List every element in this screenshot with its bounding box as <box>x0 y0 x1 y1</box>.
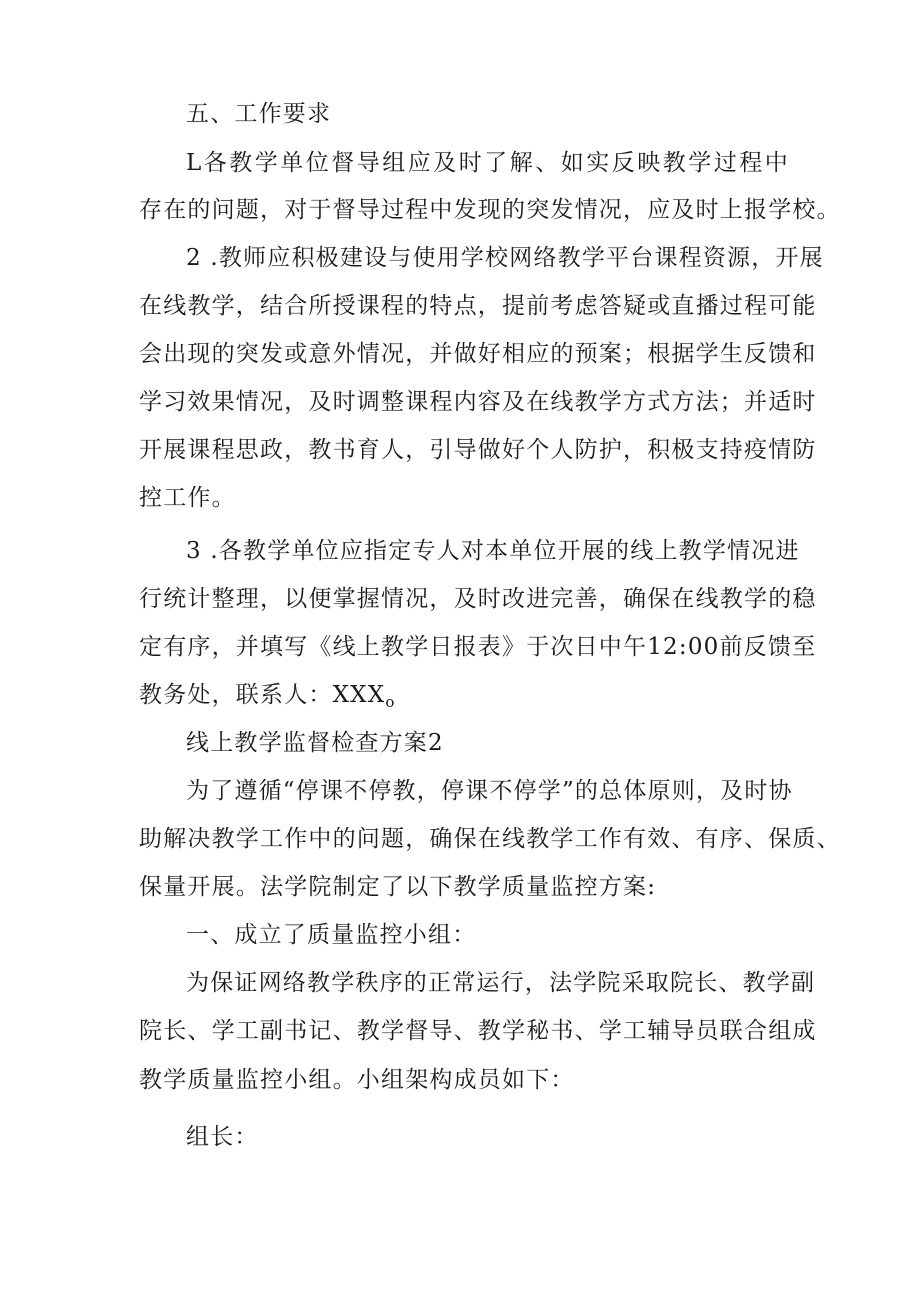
item-2-line-3: 会出现的突发或意外情况，并做好相应的预案；根据学生反馈和 <box>139 341 817 367</box>
plan-2-section-1-heading: 一、成立了质量监控小组： <box>186 922 477 948</box>
item-3-line-1: 3 .各教学单位应指定专人对本单位开展的线上教学情况进 <box>186 538 800 564</box>
group-leader-label: 组长： <box>186 1124 259 1150</box>
item-3-line-3: 定有序，并填写《线上教学日报表》于次日中午12:00前反馈至 <box>139 634 817 660</box>
plan-2-section-1-line-3: 教学质量监控小组。小组架构成员如下： <box>139 1067 575 1093</box>
item-2-line-5: 开展课程思政，教书育人，引导做好个人防护，积极支持疫情防 <box>139 437 817 463</box>
plan-2-intro-line-2: 助解决教学工作中的问题，确保在线教学工作有效、有序、保质、 <box>139 826 841 852</box>
section-5-heading: 五、工作要求 <box>186 101 332 127</box>
item-2-line-4: 学习效果情况，及时调整课程内容及在线教学方式方法；并适时 <box>139 389 817 415</box>
plan-2-intro-line-1: 为了遵循“停课不停教，停课不停学”的总体原则，及时协 <box>186 778 793 804</box>
item-2-line-2: 在线教学，结合所授课程的特点，提前考虑答疑或直播过程可能 <box>139 293 817 319</box>
item-1-line-2: 存在的问题，对于督导过程中发现的突发情况，应及时上报学校。 <box>139 197 841 223</box>
item-2-line-1: 2 .教师应积极建设与使用学校网络教学平台课程资源，开展 <box>186 245 824 271</box>
item-3-line-4 <box>139 680 789 717</box>
plan-2-intro-line-3: 保量开展。法学院制定了以下教学质量监控方案: <box>139 874 657 900</box>
plan-2-section-1-line-1: 为保证网络教学秩序的正常运行，法学院采取院长、教学副 <box>186 970 816 996</box>
plan-2-section-1-line-2: 院长、学工副书记、教学督导、教学秘书、学工辅导员联合组成 <box>139 1018 817 1044</box>
item-1-line-1: L各教学单位督导组应及时了解、如实反映教学过程中 <box>186 150 789 176</box>
item-2-line-6: 控工作。 <box>139 485 236 511</box>
item-3-line-2: 行统计整理，以便掌握情况，及时改进完善，确保在线教学的稳 <box>139 586 817 612</box>
item-3-contact-text: 教务处，联系人：XXX <box>139 682 386 708</box>
plan-2-title: 线上教学监督检查方案2 <box>186 730 444 756</box>
item-3-contact-suffix: o <box>385 693 396 711</box>
